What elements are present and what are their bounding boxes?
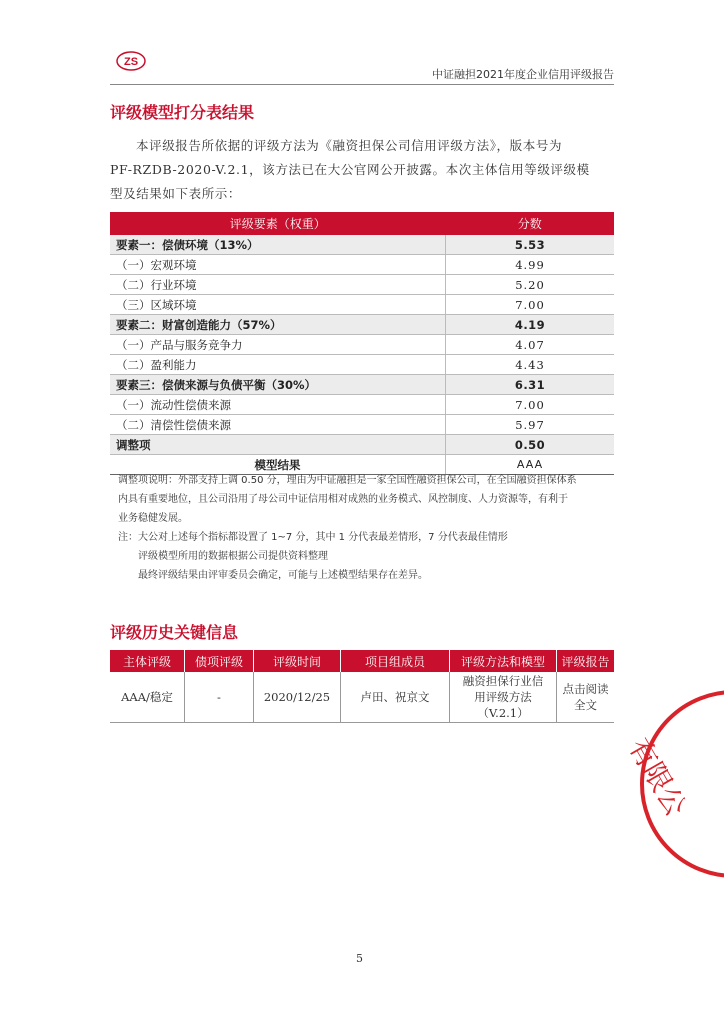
table-header-row — [110, 650, 614, 672]
scoring-table — [110, 212, 614, 475]
rating-history-table — [110, 650, 614, 723]
section-title-scoring: 评级模型打分表结果 — [110, 103, 255, 122]
table-row — [110, 395, 614, 415]
factor-label: （二）清偿性偿债来源 — [110, 415, 446, 435]
note-line: 内具有重要地位，且公司沿用了母公司中证信用相对成熟的业务模式、风控制度、人力资源等，有利于 — [118, 494, 568, 505]
intro-paragraph — [110, 134, 614, 206]
method-line: 用评级方法 — [474, 690, 532, 704]
table-row — [110, 235, 614, 255]
factor-score: 6.31 — [446, 375, 615, 395]
column-header: 分数 — [446, 212, 615, 235]
factor-label: （二）盈利能力 — [110, 355, 446, 375]
report-link-line[interactable]: 点击阅读 — [562, 682, 609, 696]
table-row — [110, 255, 614, 275]
table-row — [110, 275, 614, 295]
factor-label: （三）区域环境 — [110, 295, 446, 315]
note-line: 调整项说明：外部支持上调 0.50 分，理由为中证融担是一家全国性融资担保公司，在全国融资担保体系 — [118, 475, 577, 486]
debt-rating: - — [185, 672, 254, 723]
note-line: 最终评级结果由评审委员会确定，可能与上述模型结果存在差异。 — [138, 570, 428, 581]
factor-score: 7.00 — [446, 295, 615, 315]
table-row — [110, 335, 614, 355]
intro-line: 型及结果如下表所示： — [110, 186, 242, 201]
factor-label: 要素三：偿债来源与负债平衡（30%） — [110, 375, 446, 395]
table-row — [110, 435, 614, 455]
factor-score: 4.07 — [446, 335, 615, 355]
team-members: 卢田、祝京文 — [341, 672, 450, 723]
result-score: AAA — [446, 455, 615, 475]
factor-score: 4.43 — [446, 355, 615, 375]
intro-line: PF-RZDB-2020-V.2.1，该方法已在大公官网公开披露。本次主体信用等级评级模 — [110, 162, 590, 177]
column-header: 主体评级 — [110, 650, 185, 672]
table-header-row — [110, 212, 614, 235]
issuer-rating: AAA/稳定 — [110, 672, 185, 723]
factor-label: 要素二：财富创造能力（57%） — [110, 315, 446, 335]
factor-label: 调整项 — [110, 435, 446, 455]
column-header: 评级要素（权重） — [110, 212, 446, 235]
note-line: 评级模型所用的数据根据公司提供资料整理 — [138, 551, 328, 562]
factor-label: （二）行业环境 — [110, 275, 446, 295]
result-label: 模型结果 — [110, 455, 446, 475]
seal-text: 有限公 — [622, 732, 693, 822]
factor-score: 5.53 — [446, 235, 615, 255]
page-number: 5 — [356, 952, 363, 965]
factor-score: 7.00 — [446, 395, 615, 415]
notes-block — [118, 471, 614, 585]
method-line: 融资担保行业信 — [462, 674, 544, 688]
table-row — [110, 375, 614, 395]
table-row — [110, 295, 614, 315]
column-header: 评级报告 — [557, 650, 615, 672]
section-title-history: 评级历史关键信息 — [110, 623, 239, 642]
header-title: 中证融担2021年度企业信用评级报告 — [432, 68, 614, 81]
company-logo — [116, 50, 146, 72]
column-header: 债项评级 — [185, 650, 254, 672]
factor-label: 要素一：偿债环境（13%） — [110, 235, 446, 255]
table-row — [110, 315, 614, 335]
table-row — [110, 355, 614, 375]
column-header: 评级方法和模型 — [450, 650, 557, 672]
report-link-line[interactable]: 全文 — [574, 698, 597, 712]
method-line: （V.2.1） — [477, 706, 529, 720]
factor-score: 4.99 — [446, 255, 615, 275]
factor-score: 5.97 — [446, 415, 615, 435]
rating-date: 2020/12/25 — [254, 672, 341, 723]
factor-score: 5.20 — [446, 275, 615, 295]
table-row — [110, 415, 614, 435]
factor-label: （一）流动性偿债来源 — [110, 395, 446, 415]
read-report-link[interactable] — [557, 672, 615, 723]
table-row — [110, 672, 614, 723]
factor-score: 0.50 — [446, 435, 615, 455]
header-divider — [110, 84, 614, 85]
factor-label: （一）产品与服务竞争力 — [110, 335, 446, 355]
column-header: 评级时间 — [254, 650, 341, 672]
note-line: 注：大公对上述每个指标都设置了 1~7 分，其中 1 分代表最差情形，7 分代表最佳情形 — [118, 532, 508, 543]
rating-method — [450, 672, 557, 723]
intro-line: 本评级报告所依据的评级方法为《融资担保公司信用评级方法》，版本号为 — [136, 138, 563, 153]
logo-text: ZS — [123, 56, 139, 68]
factor-label: （一）宏观环境 — [110, 255, 446, 275]
column-header: 项目组成员 — [341, 650, 450, 672]
factor-score: 4.19 — [446, 315, 615, 335]
note-line: 业务稳健发展。 — [118, 513, 188, 524]
